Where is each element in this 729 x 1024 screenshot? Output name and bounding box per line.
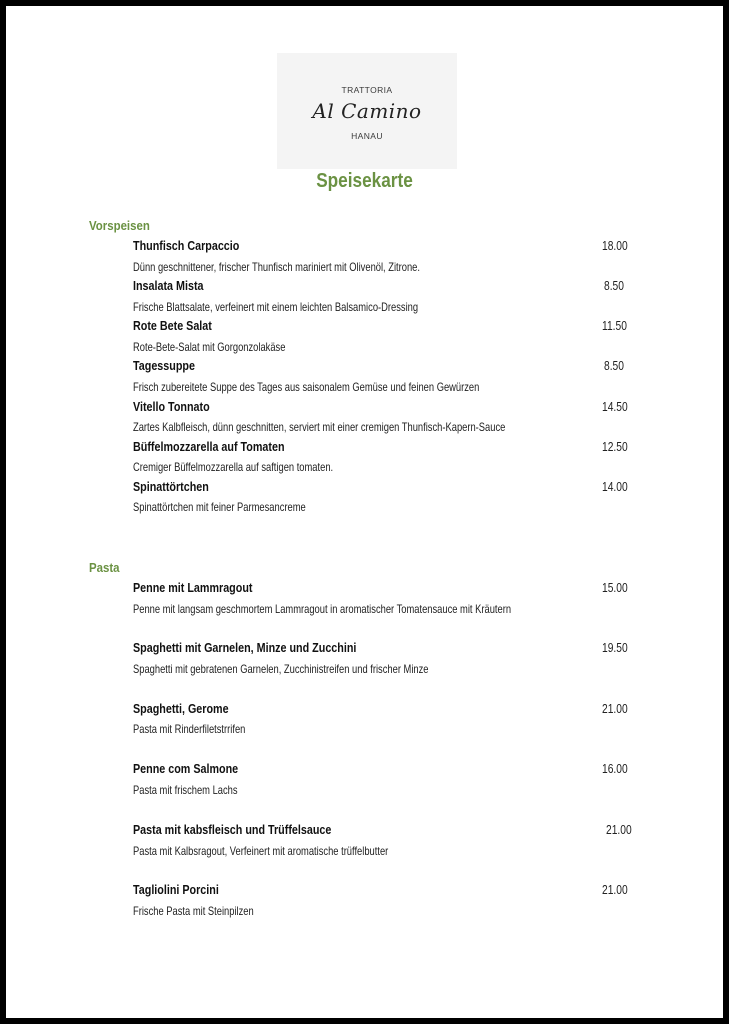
- dish-description: Pasta mit frischem Lachs: [133, 783, 238, 797]
- dish-name: Penne mit Lammragout: [133, 581, 253, 595]
- dish-name: Pasta mit kabsfleisch und Trüffelsauce: [133, 823, 332, 837]
- section-title-pasta: Pasta: [89, 560, 120, 575]
- dish-price: 8.50: [604, 359, 624, 373]
- dish-description: Frische Blattsalate, verfeinert mit einem leichten Balsamico-Dressing: [133, 300, 419, 314]
- dish-name: Büffelmozzarella auf Tomaten: [133, 440, 285, 454]
- dish-name: Vitello Tonnato: [133, 400, 210, 414]
- logo-top-text: TRATTORIA: [341, 85, 393, 95]
- dish-price: 14.50: [602, 400, 628, 414]
- dish-description: Frische Pasta mit Steinpilzen: [133, 904, 254, 918]
- dish-description: Pasta mit Kalbsragout, Verfeinert mit aromatische trüffelbutter: [133, 844, 389, 858]
- dish-name: Spinattörtchen: [133, 480, 209, 494]
- restaurant-logo: [277, 53, 457, 169]
- menu-page: [6, 6, 723, 1018]
- dish-name: Thunfisch Carpaccio: [133, 239, 240, 253]
- dish-name: Spaghetti mit Garnelen, Minze und Zucchini: [133, 641, 357, 655]
- dish-name: Insalata Mista: [133, 279, 204, 293]
- dish-price: 21.00: [606, 823, 632, 837]
- dish-price: 14.00: [602, 480, 628, 494]
- logo-bottom-text: HANAU: [351, 131, 383, 141]
- section-title-vorspeisen: Vorspeisen: [89, 218, 150, 233]
- dish-price: 19.50: [602, 641, 628, 655]
- dish-name: Tagliolini Porcini: [133, 883, 219, 897]
- dish-description: Spaghetti mit gebratenen Garnelen, Zucchinistreifen und frischer Minze: [133, 662, 429, 676]
- dish-description: Cremiger Büffelmozzarella auf saftigen tomaten.: [133, 460, 334, 474]
- dish-description: Pasta mit Rinderfiletstrrifen: [133, 722, 246, 736]
- menu-title: Speisekarte: [316, 170, 413, 192]
- dish-price: 21.00: [602, 883, 628, 897]
- dish-name: Penne com Salmone: [133, 762, 239, 776]
- dish-price: 18.00: [602, 239, 628, 253]
- dish-description: Spinattörtchen mit feiner Parmesancreme: [133, 500, 306, 514]
- dish-price: 16.00: [602, 762, 628, 776]
- dish-price: 8.50: [604, 279, 624, 293]
- dish-description: Penne mit langsam geschmortem Lammragout in aromatischer Tomatensauce mit Kräutern: [133, 602, 512, 616]
- dish-description: Zartes Kalbfleisch, dünn geschnitten, serviert mit einer cremigen Thunfisch-Kapern-Sauce: [133, 420, 506, 434]
- dish-price: 11.50: [602, 319, 627, 333]
- dish-name: Rote Bete Salat: [133, 319, 212, 333]
- logo-script-text: Al Camino: [312, 99, 422, 123]
- dish-description: Frisch zubereitete Suppe des Tages aus saisonalem Gemüse und feinen Gewürzen: [133, 380, 480, 394]
- dish-price: 21.00: [602, 702, 628, 716]
- dish-name: Spaghetti, Gerome: [133, 702, 229, 716]
- dish-description: Rote-Bete-Salat mit Gorgonzolakäse: [133, 340, 286, 354]
- dish-name: Tagessuppe: [133, 359, 195, 373]
- dish-price: 15.00: [602, 581, 628, 595]
- dish-price: 12.50: [602, 440, 628, 454]
- dish-description: Dünn geschnittener, frischer Thunfisch mariniert mit Olivenöl, Zitrone.: [133, 260, 420, 274]
